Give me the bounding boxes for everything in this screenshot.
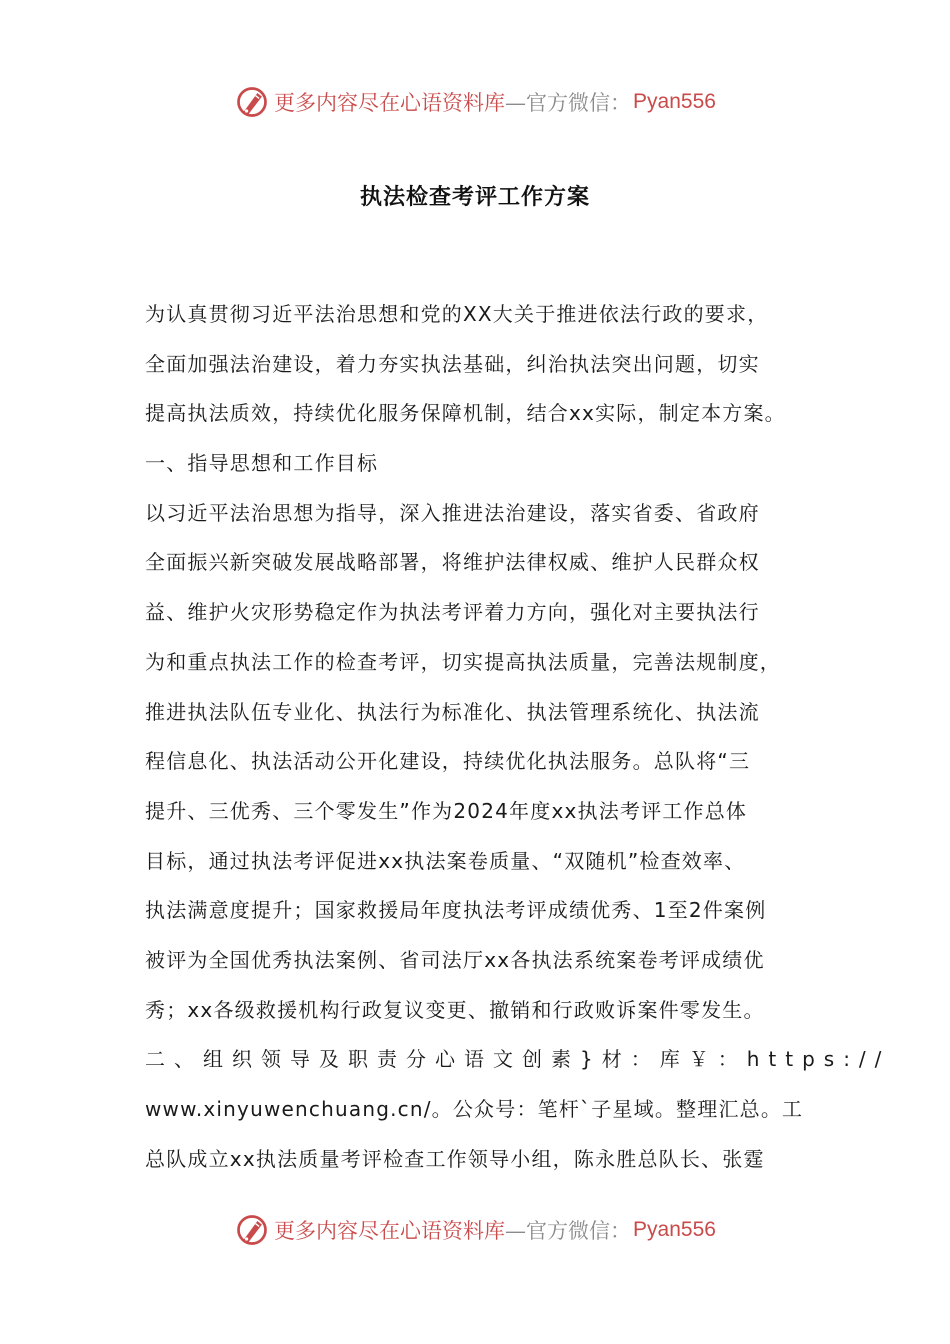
banner-sub-text: —官方微信：	[505, 91, 632, 115]
footer-banner	[0, 1210, 950, 1250]
body-line: 总队成立xx执法质量考评检查工作领导小组，陈永胜总队长、张霆	[145, 1146, 765, 1171]
pen-nib-circle-icon	[234, 84, 270, 120]
section-heading: 一、指导思想和工作目标	[145, 451, 379, 476]
body-line: 被评为全国优秀执法案例、省司法厅xx各执法系统案卷考评成绩优	[145, 947, 765, 972]
body-line: 为认真贯彻习近平法治思想和党的XX大关于推进依法行政的要求，	[145, 302, 769, 326]
body-line: 全面振兴新突破发展战略部署，将维护法律权威、维护人民群众权	[145, 550, 760, 575]
document-body	[145, 290, 891, 1184]
banner-wechat-id: Pyan556	[633, 90, 716, 113]
pen-nib-circle-icon	[234, 1212, 270, 1248]
body-line: 目标，通过执法考评促进xx执法案卷质量、“双随机”检查效率、	[145, 848, 746, 873]
body-line: 推进执法队伍专业化、执法行为标准化、执法管理系统化、执法流	[145, 699, 760, 724]
document-title: 执法检查考评工作方案	[359, 185, 590, 210]
body-line: 为和重点执法工作的检查考评，切实提高执法质量，完善法规制度，	[145, 649, 781, 674]
body-line: 程信息化、执法活动公开化建设，持续优化执法服务。总队将“三	[145, 749, 751, 774]
body-line: 全面加强法治建设，着力夯实执法基础，纠治执法突出问题，切实	[145, 351, 760, 376]
body-line: 执法满意度提升；国家救援局年度执法考评成绩优秀、1至2件案例	[145, 898, 767, 923]
body-line: 以习近平法治思想为指导，深入推进法治建设，落实省委、省政府	[145, 500, 760, 525]
body-line: www.xinyuwenchuang.cn/。公众号：笔杆`子星域。整理汇总。工	[145, 1097, 804, 1121]
banner-main-text: 更多内容尽在心语资料库	[274, 91, 506, 115]
banner-wechat-id: Pyan556	[633, 1218, 716, 1241]
body-line: 提高执法质效，持续优化服务保障机制，结合xx实际，制定本方案。	[145, 401, 786, 426]
banner-main-text: 更多内容尽在心语资料库	[274, 1219, 506, 1243]
body-line: 益、维护火灾形势稳定作为执法考评着力方向，强化对主要执法行	[145, 600, 760, 625]
section-heading: 二、组织领导及职责分心语文创素}材：库￥：https://	[145, 1047, 891, 1072]
body-line: 秀；xx各级救援机构行政复议变更、撤销和行政败诉案件零发生。	[145, 997, 765, 1022]
header-banner	[0, 82, 950, 122]
body-line: 提升、三优秀、三个零发生”作为2024年度xx执法考评工作总体	[145, 798, 748, 823]
banner-sub-text: —官方微信：	[505, 1219, 632, 1243]
